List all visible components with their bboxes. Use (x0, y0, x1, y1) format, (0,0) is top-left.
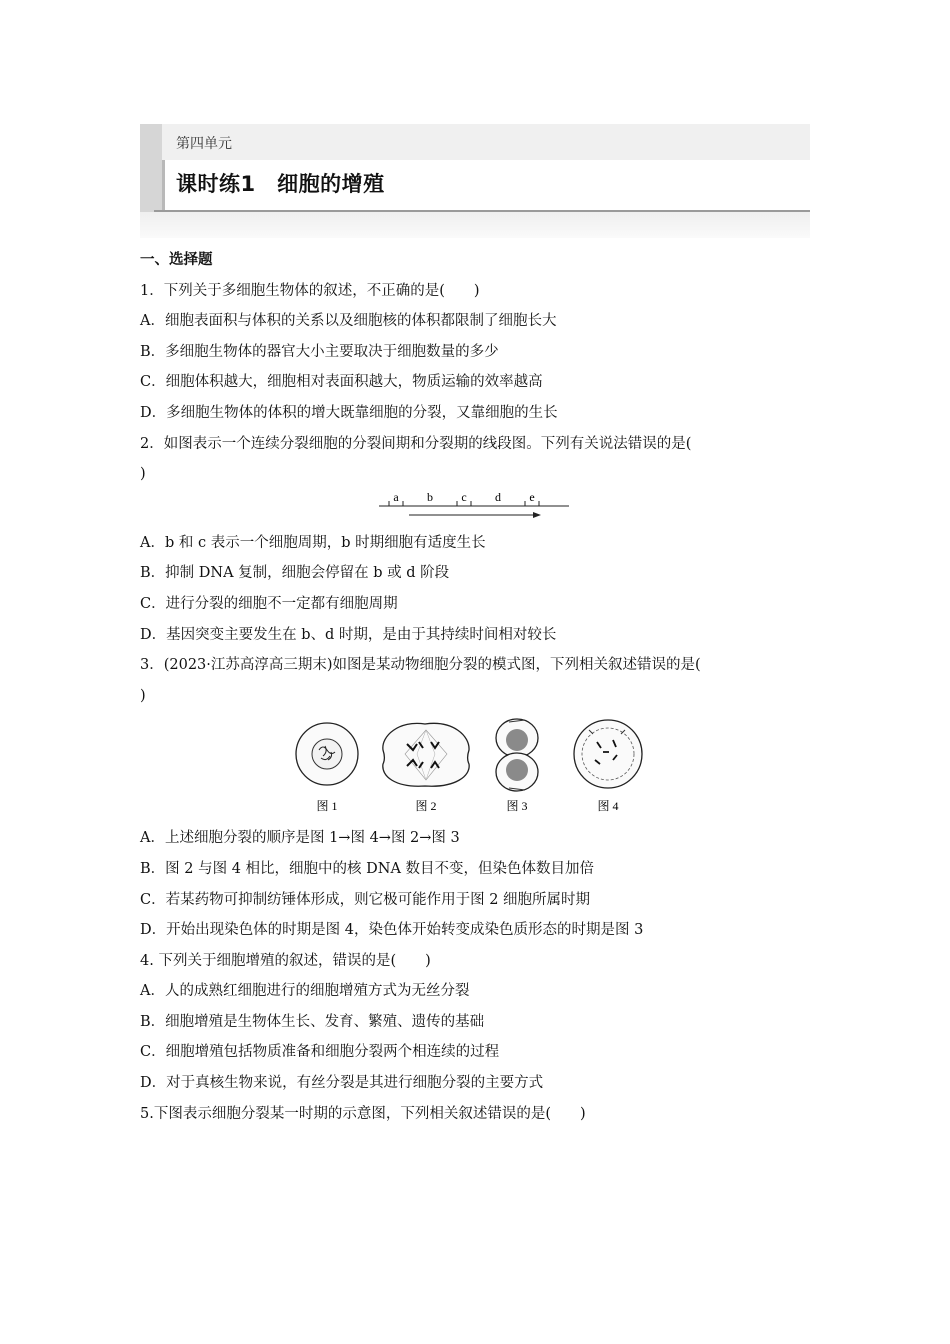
question-5 (140, 1104, 810, 1124)
option-a: A．b 和 c 表示一个细胞周期，b 时期细胞有适度生长 (140, 534, 486, 551)
section-heading: 一、选择题 (140, 252, 213, 268)
option-c: C．细胞增殖包括物质准备和细胞分裂两个相连续的过程 (140, 1044, 500, 1061)
question-stem-cont: ) (140, 687, 146, 704)
question-1 (140, 281, 810, 423)
option-a: A．上述细胞分裂的顺序是图 1→图 4→图 2→图 3 (140, 830, 460, 847)
cell-division-diagrams (295, 716, 655, 816)
lesson-header (140, 124, 810, 214)
unit-label: 第四单元 (176, 136, 232, 152)
option-d: D．多细胞生物体的体积的增大既靠细胞的分裂，又靠细胞的生长 (140, 404, 558, 421)
cell-division-figure (140, 716, 810, 820)
question-stem: 5.下图表示细胞分裂某一时期的示意图，下列相关叙述错误的是( ) (140, 1105, 586, 1122)
lesson-title: 课时练1 细胞的增殖 (176, 172, 385, 196)
header-band (140, 124, 810, 160)
fig3-label: 图 3 (506, 799, 528, 814)
segment-diagram (375, 491, 575, 521)
header-left-bar (140, 124, 162, 214)
segment-label-a: a (393, 490, 399, 504)
question-3 (140, 655, 810, 940)
option-b: B．图 2 与图 4 相比，细胞中的核 DNA 数目不变，但染色体数目加倍 (140, 860, 595, 877)
question-4 (140, 951, 810, 1093)
option-c: C．若某药物可抑制纺锤体形成，则它极可能作用于图 2 细胞所属时期 (140, 891, 591, 908)
segment-label-e: e (529, 490, 535, 504)
option-c: C．细胞体积越大，细胞相对表面积越大，物质运输的效率越高 (140, 374, 543, 391)
fig4-label: 图 4 (597, 799, 619, 814)
question-stem-cont: ) (140, 466, 146, 483)
option-c: C．进行分裂的细胞不一定都有细胞周期 (140, 595, 398, 612)
option-a: A．人的成熟红细胞进行的细胞增殖方式为无丝分裂 (140, 983, 470, 1000)
option-b: B．多细胞生物体的器官大小主要取决于细胞数量的多少 (140, 343, 499, 360)
cell-cycle-segment-figure (140, 491, 810, 525)
segment-label-c: c (461, 490, 467, 504)
fig4-cell (574, 720, 642, 788)
fig2-label: 图 2 (415, 799, 437, 814)
question-stem: 4. 下列关于细胞增殖的叙述，错误的是( ) (140, 952, 431, 969)
option-d: D．对于真核生物来说，有丝分裂是其进行细胞分裂的主要方式 (140, 1075, 544, 1092)
question-stem: 1．下列关于多细胞生物体的叙述，不正确的是( ) (140, 282, 480, 299)
option-b: B．细胞增殖是生物体生长、发育、繁殖、遗传的基础 (140, 1013, 485, 1030)
question-stem: 3．(2023·江苏高淳高三期末)如图是某动物细胞分裂的模式图，下列相关叙述错误的是( (140, 657, 701, 674)
fig2-cell (383, 724, 469, 787)
header-shadow (140, 212, 810, 238)
option-a: A．细胞表面积与体积的关系以及细胞核的体积都限制了细胞长大 (140, 313, 557, 330)
option-d: D．基因突变主要发生在 b、d 时期，是由于其持续时间相对较长 (140, 626, 557, 643)
fig1-label: 图 1 (316, 799, 338, 814)
fig1-cell (296, 723, 358, 785)
segment-label-d: d (495, 490, 501, 504)
worksheet-content (140, 250, 810, 1134)
option-b: B．抑制 DNA 复制，细胞会停留在 b 或 d 阶段 (140, 565, 450, 582)
question-stem: 2．如图表示一个连续分裂细胞的分裂间期和分裂期的线段图。下列有关说法错误的是( (140, 435, 692, 452)
segment-label-b: b (427, 490, 433, 504)
question-2 (140, 434, 810, 645)
fig3-cell (496, 719, 538, 791)
option-d: D．开始出现染色体的时期是图 4，染色体开始转变成染色质形态的时期是图 3 (140, 922, 644, 939)
